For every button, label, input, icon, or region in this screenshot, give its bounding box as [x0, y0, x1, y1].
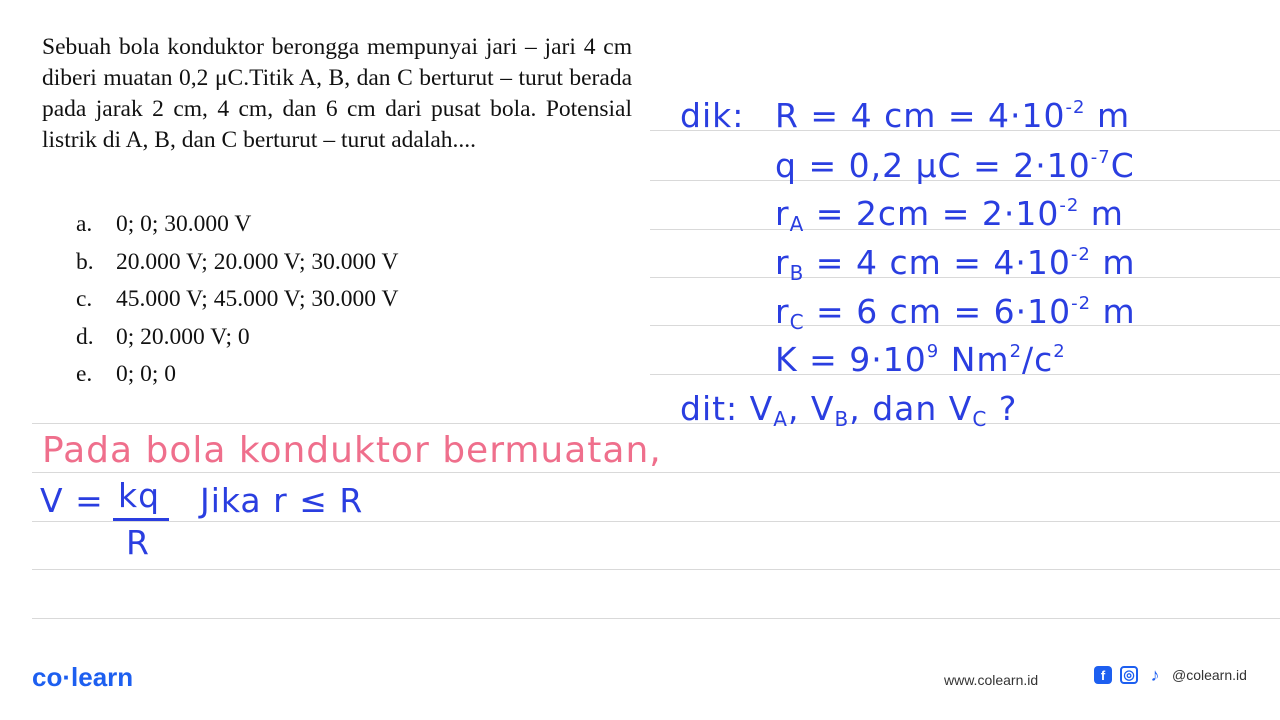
- dit-line: dit: $V_A$, $V_B$, dan $V_C$ ?: [680, 389, 1018, 431]
- fraction-bar: [113, 518, 169, 521]
- formula-lhs: V =: [40, 481, 104, 520]
- formula-numerator: kq: [118, 476, 161, 515]
- condition-text: Jika r ≤ R: [200, 481, 364, 520]
- ruled-line: [32, 472, 1280, 473]
- option-d: d. 0; 20.000 V; 0: [76, 323, 250, 350]
- tiktok-icon[interactable]: ♪: [1150, 664, 1160, 685]
- ruled-line: [32, 423, 1280, 424]
- dik-label: dik:: [680, 96, 745, 135]
- given-rC: $r_C = 6$ cm = $6\cdot 10^{-2}$ m: [775, 292, 1136, 334]
- ruled-line: [32, 569, 1280, 570]
- given-rB: $r_B = 4$ cm = $4\cdot 10^{-2}$ m: [775, 243, 1136, 285]
- social-handle: @colearn.id: [1172, 667, 1247, 683]
- given-K: $K = 9\cdot 10^9$ $Nm^2/c^2$: [775, 340, 1066, 379]
- colearn-logo: co·learn: [32, 662, 134, 692]
- question-text: Sebuah bola konduktor berongga mempunyai jari – jari 4 cm diberi muatan 0,2 μC.Titik A, B, dan C berturut – turut berada pada jarak 2 cm, 4 cm, dan 6 cm dari pusat bola. Potensial listrik di A, B, dan C berturut – turut adalah....: [42, 34, 632, 153]
- instagram-icon[interactable]: ◎: [1120, 666, 1138, 684]
- given-R: R = 4 cm = $4\cdot 10^{-2}$ m: [775, 96, 1131, 135]
- option-b: b. 20.000 V; 20.000 V; 30.000 V: [76, 248, 399, 275]
- option-e: e. 0; 0; 0: [76, 361, 177, 387]
- facebook-icon[interactable]: f: [1094, 666, 1112, 684]
- website-url[interactable]: www.colearn.id: [944, 672, 1039, 688]
- given-q: q = 0,2 $\mu C = 2\cdot 10^{-7}C$: [775, 146, 1135, 185]
- statement-text: Pada bola konduktor bermuatan,: [42, 430, 662, 471]
- option-c: c. 45.000 V; 45.000 V; 30.000 V: [76, 286, 399, 312]
- option-a: a. 0; 0; 30.000 V: [76, 211, 252, 237]
- ruled-line: [32, 618, 1280, 619]
- ruled-line: [32, 521, 1280, 522]
- social-links: [1094, 666, 1247, 684]
- answer-options: [76, 206, 398, 394]
- given-rA: $r_A = 2cm = 2\cdot 10^{-2}$ m: [775, 194, 1124, 236]
- formula-denominator: R: [126, 523, 150, 562]
